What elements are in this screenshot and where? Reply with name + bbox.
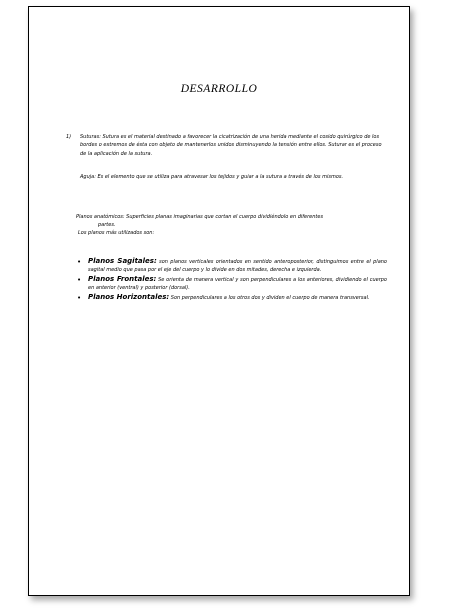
suturas-text: Suturas: Sutura es el material destinado a favorecer la cicatrización de una herida mediante el cosido quirúrgico de los bordes o extremos de ésta con objeto de mantenerlos unidos disminuyendo la tensión entre ellos. Suturar es el proceso de la aplicación de la sutura.	[80, 134, 382, 157]
bullet-text: Son perpendiculares a los otros dos y dividen el cuerpo de manera transversal.	[169, 294, 370, 301]
planos-line-1: Planos anatómicos: Superficies planas imaginarias que cortan el cuerpo dividiéndolo en diferentes	[76, 214, 324, 220]
planos-paragraph	[76, 213, 376, 230]
planos-line-2: partes.	[98, 222, 116, 229]
list-item	[77, 275, 387, 293]
list-item	[77, 293, 387, 302]
document-page	[28, 6, 410, 596]
bullet-text: son planos verticales orientados en sentido anteroposterior, distinguimos entre el plano sagital medio que pasa por el eje del cuerpo y lo divide en dos mitades, derecha e izquierda.	[88, 259, 387, 274]
bullet-icon: •	[77, 293, 82, 302]
aguja-paragraph: Aguja: Es el elemento que se utiliza para atravesar los tejidos y guiar a la sutura a través de los mismos.	[80, 174, 344, 180]
list-marker: 1)	[66, 134, 72, 140]
bullet-term: Planos Horizontales:	[88, 292, 170, 301]
bullet-text: Se orienta de manera vertical y son perpendiculares a los anteriores, dividiendo el cuerpo en anterior (ventral) y posterior (dorsal).	[88, 276, 387, 292]
suturas-paragraph	[66, 133, 384, 158]
planos-list-intro: Los planos más utilizados son:	[78, 230, 155, 236]
list-item	[77, 257, 387, 275]
bullet-icon: •	[77, 275, 82, 284]
planos-bullet-list	[77, 257, 387, 302]
page-title: DESARROLLO	[180, 83, 258, 95]
bullet-icon: •	[77, 258, 82, 266]
bullet-term: Planos Sagitales:	[88, 257, 157, 265]
bullet-term: Planos Frontales:	[88, 274, 157, 283]
